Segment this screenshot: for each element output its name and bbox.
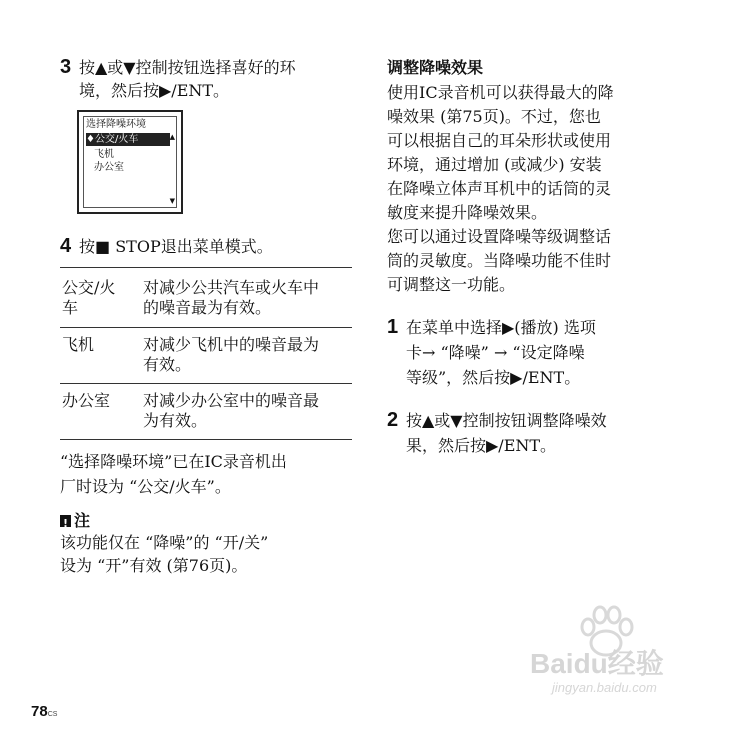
note-heading-label: 注: [74, 511, 91, 530]
table-divider: [60, 327, 352, 328]
scroll-up-icon: ▲: [169, 133, 175, 141]
para-2-line: 筒的灵敏度。当降噪功能不佳时: [387, 251, 612, 270]
para-2-line: 您可以通过设置降噪等级调整话: [387, 227, 612, 246]
para-1-line: 在降噪立体声耳机中的话筒的灵: [387, 179, 612, 198]
display-screen-inner: [83, 116, 177, 208]
para-1-line: 环境，通过增加 (或减少) 安装: [387, 155, 602, 174]
table-cell-desc-line: 对减少公共汽车或火车中: [143, 278, 320, 297]
table-cell-desc-line: 为有效。: [143, 411, 208, 430]
watermark-url: jingyan.baidu.com: [552, 680, 657, 695]
table-row-name: [62, 278, 115, 318]
step-1-line: 卡→ “降噪” → “设定降噪: [406, 343, 585, 362]
note-line-2: 设为 “开”有效 (第76页)。: [60, 556, 248, 575]
para-1-line: 噪效果 (第75页)。不过，您也: [387, 107, 601, 126]
section-heading: 调整降噪效果: [387, 58, 484, 77]
step-2-line: 按▲或▼控制按钮调整降噪效: [406, 411, 607, 430]
table-cell-desc-line: 有效。: [143, 355, 192, 374]
scroll-down-icon: ▼: [169, 197, 175, 205]
default-note-line-2: 厂时设为 “公交/火车”。: [60, 477, 231, 496]
note-heading: [60, 510, 90, 532]
step-3-number: 3: [60, 56, 72, 78]
page-number: [31, 701, 57, 720]
default-note-line-1: “选择降噪环境”已在IC录音机出: [60, 452, 287, 471]
para-1-line: 可以根据自己的耳朵形状或使用: [387, 131, 612, 150]
table-cell-desc-line: 对减少飞机中的噪音最为: [143, 335, 320, 354]
table-row-desc: [143, 278, 319, 318]
display-item-airplane: 飞机: [94, 149, 114, 160]
note-icon: [60, 515, 71, 527]
table-divider: [60, 383, 352, 384]
table-cell-name-line: 公交/火: [62, 278, 116, 297]
page-number-suffix: CS: [47, 711, 58, 718]
table-cell-name-line: 车: [62, 298, 79, 317]
step-2-number: 2: [387, 409, 399, 431]
step-4-number: 4: [60, 235, 72, 257]
table-divider: [60, 267, 352, 268]
table-cell-desc-line: 对减少办公室中的噪音最: [143, 391, 320, 410]
step-4-text: 按■ STOP退出菜单模式。: [79, 237, 273, 256]
step-3-line-1: 按▲或▼控制按钮选择喜好的环: [79, 58, 296, 77]
para-1-line: 使用IC录音机可以获得最大的降: [387, 83, 614, 102]
watermark-logo: Baidu经验: [530, 648, 664, 679]
table-cell-name-line: 办公室: [62, 391, 111, 410]
display-title: 选择降噪环境: [86, 119, 146, 130]
step-1-number: 1: [387, 316, 399, 338]
table-cell-desc-line: 的噪音最为有效。: [143, 298, 272, 317]
table-row-desc: [143, 335, 319, 375]
table-divider: [60, 439, 352, 440]
step-1-line: 在菜单中选择▶(播放) 选项: [406, 318, 596, 337]
note-line-1: 该功能仅在 “降噪”的 “开/关”: [60, 533, 269, 552]
para-1-line: 敏度来提升降噪效果。: [387, 203, 548, 222]
step-2-line: 果，然后按▶/ENT。: [406, 436, 557, 455]
display-selected-item: ♦公交/火车: [86, 133, 170, 146]
step-1-line: 等级”，然后按▶/ENT。: [406, 368, 581, 387]
table-row-desc: [143, 391, 319, 431]
para-2-line: 可调整这一功能。: [387, 275, 516, 294]
table-row-name: [62, 391, 110, 411]
table-row-name: [62, 335, 94, 355]
step-3-line-2: 境，然后按▶/ENT。: [79, 81, 230, 100]
display-item-office: 办公室: [94, 162, 124, 173]
page-number-value: 78: [31, 703, 48, 720]
display-screen: [77, 110, 183, 214]
table-cell-name-line: 飞机: [62, 335, 95, 354]
